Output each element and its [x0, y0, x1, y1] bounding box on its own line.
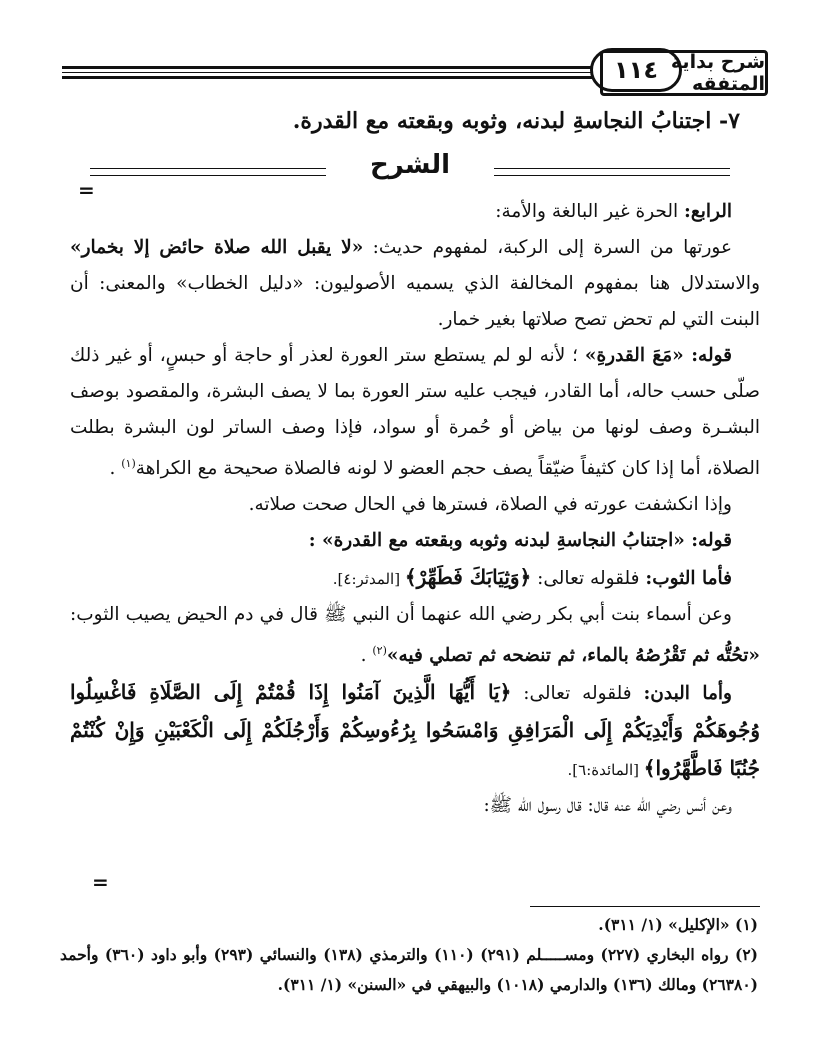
p1-text: الحرة غير البالغة والأمة: — [495, 201, 685, 222]
section-title-bar — [90, 150, 730, 190]
page-number: ١١٤ — [590, 48, 682, 92]
body-text — [70, 194, 760, 824]
margin-mark-top: = — [78, 178, 95, 202]
p8-verse: ﴿يَا أَيُّهَا الَّذِينَ آمَنُوا إِذَا قُمْتُمْ إِلَى الصَّلَاةِ فَاغْسِلُوا وُجُوهَكُمْ وَأَيْدِيَكُمْ إِلَى الْمَرَافِقِ وَامْسَحُوا بِرُءُوسِكُمْ وَأَرْجُلَكُمْ إِلَى الْكَعْبَيْنِ وَإِنْ كُنْتُمْ جُنُبًا فَاطَّهَّرُوا﴾ — [70, 680, 760, 781]
p4-text: وإذا انكشفت عورته في الصلاة، فسترها في الحال صحت صلاته. — [248, 494, 732, 516]
p8-cite: [المائدة:٦]. — [567, 761, 644, 780]
p2-text-a: عورتها من السرة إلى الركبة، لمفهوم حديث: — [363, 237, 732, 258]
footnote-1: (١) «الإكليل» (١/ ٣١١). — [598, 915, 758, 934]
paragraph-1 — [70, 194, 760, 230]
paragraph-4 — [70, 487, 760, 523]
p6-verse: ﴿وَثِيَابَكَ فَطَهِّرْ﴾ — [404, 565, 532, 590]
margin-mark-bottom: = — [92, 870, 109, 894]
header-rule-bottom — [62, 76, 602, 79]
section-heading: ٧- اجتنابُ النجاسةِ لبدنه، وثوبه وبقعته مع القدرة. — [292, 108, 740, 134]
footnotes — [60, 910, 758, 1000]
paragraph-9 — [70, 788, 760, 824]
p3-end: . — [109, 458, 122, 480]
p6-label: فأما الثوب: — [645, 568, 732, 590]
p7-hadith: «تحُتُّه ثم تَقْرُصُهُ بالماء، ثم تنضحه ثم تصلي فيه» — [386, 645, 760, 667]
paragraph-5 — [70, 523, 760, 559]
p3-quote: «مَعَ القدرةِ» — [584, 345, 692, 366]
paragraph-3 — [70, 338, 760, 487]
section-title: الشرح — [369, 150, 451, 180]
page-header — [62, 48, 768, 102]
p6-text: فلقوله تعالى: — [531, 568, 646, 590]
p3-text: ؛ لأنه لو لم يستطع ستر العورة لعذر أو حاجة أو حبسٍ، أو غير ذلك صلّى حسب حاله، أما القادر، فيجب عليه ستر العورة بما لا يصف البشرة، والمقصود بوصف البشـرة وصف لونها من بياض أو حُمرة أو سواد، فإذا وصف الساتر لون البشرة بطلت الصلاة، أما إذا كان كثيفاً ضيّقاً يصف حجم العضو لا لونه فالصلاة صحيحة مع الكراهة — [70, 345, 760, 480]
p7-end: . — [360, 645, 373, 667]
p7-text-a: وعن أسماء بنت أبي بكر رضي الله عنهما أن النبي ﷺ قال في دم الحيض يصيب الثوب: — [70, 604, 732, 626]
title-rule-left — [90, 168, 326, 176]
p3-label: قوله: — [691, 345, 732, 366]
header-rule-mid — [62, 72, 602, 73]
p8-text: فلقوله تعالى: — [511, 683, 644, 705]
book-title: شرح بداية المتفقه — [600, 50, 768, 96]
p1-label: الرابع: — [684, 201, 732, 222]
header-rule-top — [62, 66, 602, 69]
p9-text: وعن أنس رضي الله عنه قال: قال رسول الله ﷺ: — [483, 795, 732, 817]
title-rule-right — [494, 168, 730, 176]
footnote-ref-1: (١) — [121, 457, 136, 470]
p5-text: قوله: «اجتنابُ النجاسةِ لبدنه وثوبه وبقعته مع القدرة» : — [308, 530, 732, 552]
footnote-ref-2: (٢) — [372, 644, 387, 658]
paragraph-2 — [70, 230, 760, 338]
paragraph-7 — [70, 597, 760, 674]
p2-text-b: والاستدلال هنا بمفهوم المخالفة الذي يسميه الأصوليون: «دليل الخطاب» والمعنى: أن البنت التي لم تحض تصح صلاتها بغير خمار. — [70, 273, 760, 330]
paragraph-6 — [70, 559, 760, 597]
p2-hadith: «لا يقبل الله صلاة حائض إلا بخمار» — [70, 237, 364, 258]
p8-label: وأما البدن: — [643, 683, 732, 705]
p6-cite: [المدثر:٤]. — [332, 570, 405, 589]
paragraph-8 — [70, 674, 760, 788]
footnote-rule — [530, 906, 760, 907]
footnote-2: (٢) رواه البخاري (٢٢٧) ومســـــلم (٢٩١) (١١٠) والترمذي (١٣٨) والنسائي (٢٩٣) وأبو داود (٣٦٠) وأحمد (٢٦٣٨٠) ومالك (١٣٦) والدارمي (١٠١٨) والبيهقي في «السنن» (١/ ٣١١). — [60, 945, 758, 994]
